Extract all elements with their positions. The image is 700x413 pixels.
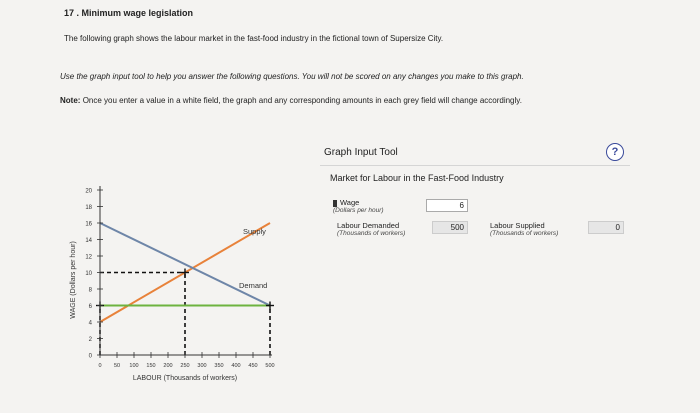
demand-curve-label: Demand xyxy=(239,281,268,290)
x-tick-label: 450 xyxy=(248,363,258,369)
y-tick-label: 14 xyxy=(85,238,92,244)
y-tick-label: 4 xyxy=(88,320,92,327)
y-tick-label: 12 xyxy=(85,254,92,261)
y-tick-label: 16 xyxy=(85,221,92,228)
x-tick-label: 0 xyxy=(98,363,102,369)
x-tick-label: 200 xyxy=(163,363,173,369)
x-tick-label: 400 xyxy=(231,363,241,369)
x-tick-label: 350 xyxy=(214,363,224,369)
question-title: 17 . Minimum wage legislation xyxy=(64,8,194,18)
x-tick-label: 50 xyxy=(113,363,121,369)
plus-marker xyxy=(181,269,189,277)
wage-unit: (Dollars per hour) xyxy=(333,207,384,214)
x-tick-label: 300 xyxy=(197,363,207,369)
x-tick-label: 150 xyxy=(146,363,156,369)
labour-demanded-text: Labour Demanded xyxy=(337,221,400,230)
y-tick-label: 20 xyxy=(85,188,92,195)
x-tick-label: 250 xyxy=(180,363,190,369)
graph-input-tool-title: Graph Input Tool xyxy=(324,147,398,158)
labour-demanded-field: 500 xyxy=(432,221,468,234)
labour-market-chart[interactable] xyxy=(60,170,290,400)
wage-input[interactable]: 6 xyxy=(426,199,468,212)
y-tick-label: 0 xyxy=(88,353,92,360)
wage-label xyxy=(333,199,384,215)
wage-label-text: Wage xyxy=(340,198,360,207)
wage-swatch xyxy=(333,200,337,207)
plus-marker xyxy=(266,302,274,310)
labour-supplied-label xyxy=(490,222,570,238)
question-description: The following graph shows the labour market in the fast-food industry in the fictional town of Supersize City. xyxy=(64,34,444,43)
y-tick-label: 18 xyxy=(85,205,92,211)
note-label: Note: xyxy=(60,96,81,105)
x-tick-label: 500 xyxy=(265,363,275,369)
labour-supplied-field: 0 xyxy=(588,221,624,234)
y-axis-label: WAGE (Dollars per hour) xyxy=(70,241,77,319)
labour-supplied-text: Labour Supplied xyxy=(490,221,545,230)
x-axis-label: LABOUR (Thousands of workers) xyxy=(132,375,238,382)
note-text xyxy=(60,96,522,105)
market-title: Market for Labour in the Fast-Food Industry xyxy=(330,173,504,183)
labour-demanded-unit: (Thousands of workers) xyxy=(337,230,406,237)
labour-supplied-unit: (Thousands of workers) xyxy=(490,230,559,237)
panel-divider xyxy=(320,165,630,166)
y-tick-label: 2 xyxy=(88,337,92,343)
note-body: Once you enter a value in a white field, the graph and any corresponding amounts in each grey field will change accordingly. xyxy=(82,96,522,105)
labour-demanded-label xyxy=(337,222,417,238)
x-tick-label: 100 xyxy=(129,363,139,369)
help-icon[interactable]: ? xyxy=(606,143,624,161)
y-tick-label: 10 xyxy=(85,271,92,277)
instruction-text: Use the graph input tool to help you answer the following questions. You will not be scored on any changes you make to this graph. xyxy=(60,72,524,81)
supply-curve-label: Supply xyxy=(243,227,266,236)
y-tick-label: 8 xyxy=(88,287,92,294)
y-tick-label: 6 xyxy=(88,304,92,310)
